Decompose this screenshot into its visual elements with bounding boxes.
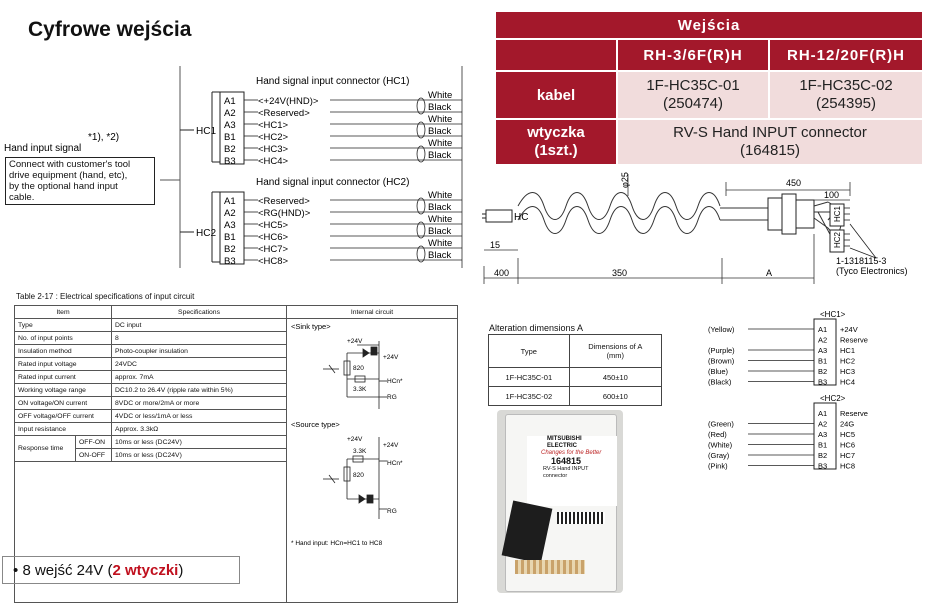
dim-400: 400	[494, 268, 510, 278]
spec-item: Rated input current	[15, 371, 112, 384]
hc2-pin: A2	[224, 208, 236, 219]
hc1-wire-color: Black	[428, 102, 452, 113]
note-box: Connect with customer's tool drive equipment (hand, etc), by the optional hand input cable.	[5, 157, 155, 205]
sink-hcn: HCn*	[387, 378, 403, 385]
resp-label: Response time	[15, 436, 76, 462]
spec-value: 4VDC or less/1mA or less	[112, 410, 287, 423]
hc1-wire-color: Black	[428, 150, 452, 161]
spec-value: approx. 7mA	[112, 371, 287, 384]
pinout-color: (Yellow)	[708, 325, 735, 334]
bullet-highlight: 2 wtyczki	[112, 562, 179, 579]
hc2-signal: <HC8>	[258, 256, 289, 267]
pinout-pin: B3	[818, 461, 828, 471]
internal-circuit	[287, 319, 458, 603]
spec-item: OFF voltage/OFF current	[15, 410, 112, 423]
spec-value: Photo-coupler insulation	[112, 345, 287, 358]
barcode	[557, 512, 605, 524]
pinout-signal: 24G	[840, 419, 855, 429]
pinout-diagram	[700, 305, 928, 475]
spec-item: Input resistance	[15, 423, 112, 436]
hc2-wire-color: Black	[428, 226, 452, 237]
alt-col-dim: Dimensions of A (mm)	[569, 335, 661, 368]
alt-dim: 600±10	[569, 387, 661, 406]
spec-item: No. of input points	[15, 332, 112, 345]
pinout-color: (White)	[708, 440, 733, 450]
hc1-pin: A2	[224, 108, 236, 119]
hc2-pin: B1	[224, 232, 236, 243]
dim-350: 350	[612, 268, 628, 278]
pinout-color: (Black)	[708, 377, 732, 387]
spec-value: 24VDC	[112, 358, 287, 371]
alt-col-type: Type	[489, 335, 570, 368]
hc1-signal: <Reserved>	[258, 108, 310, 119]
pinout-hc2-tag: <HC2>	[820, 394, 846, 403]
table-header: Wejścia	[495, 11, 923, 39]
pinout-signal: HC8	[840, 461, 856, 471]
bullet-dot: •	[13, 562, 19, 579]
pinout-pin: A2	[818, 335, 828, 345]
hc1-pin: A3	[224, 120, 236, 131]
hc1-signal: <HC3>	[258, 144, 289, 155]
resp-value: 10ms or less (DC24V)	[112, 449, 287, 462]
hc-plug-label: HC	[514, 212, 529, 223]
slogan: Changes for the Better	[541, 450, 602, 456]
spec-item: Insulation method	[15, 345, 112, 358]
hc2-pin: B2	[224, 244, 236, 255]
spec-value: DC input	[112, 319, 287, 332]
pinout-signal: HC3	[840, 367, 856, 376]
brand-logo: MITSUBISHI ELECTRIC	[547, 436, 582, 449]
pinout-signal: +24V	[840, 325, 858, 334]
row-wtyczka-label: wtyczka (1szt.)	[495, 119, 617, 165]
package-photo	[497, 410, 623, 593]
alteration-caption: Alteration dimensions A	[489, 323, 584, 333]
sink-24v: +24V	[383, 354, 399, 361]
spec-caption: Table 2-17 : Electrical specifications of input circuit	[16, 292, 195, 301]
table-corner	[495, 39, 617, 71]
pinout-signal: HC6	[840, 440, 856, 450]
hc2-signal: <Reserved>	[258, 196, 310, 207]
hc2-wire-color: White	[428, 190, 453, 201]
hc2-conn-tag: HC2	[833, 231, 842, 248]
pinout-pin: A1	[818, 325, 828, 334]
hc2-signal: <RG(HND)>	[258, 208, 311, 219]
spec-col-spec: Specifications	[112, 306, 287, 319]
spec-item: Type	[15, 319, 112, 332]
source-rg: RG	[387, 508, 397, 515]
alt-dim: 450±10	[569, 368, 661, 387]
spec-value: DC10.2 to 26.4V (ripple rate within 5%)	[112, 384, 287, 397]
pinout-signal: Reserve	[840, 335, 868, 345]
spec-value: 8	[112, 332, 287, 345]
spec-value: 8VDC or more/2mA or more	[112, 397, 287, 410]
pinout-pin: A2	[818, 419, 828, 429]
source-24v-top: +24V	[347, 436, 363, 443]
circuit-diagram	[287, 319, 457, 551]
package-label	[527, 436, 617, 506]
hc2-wire-color: White	[428, 214, 453, 225]
hc1-wire-color: White	[428, 138, 453, 149]
hc1-signal: <+24V(HND)>	[258, 96, 319, 107]
source-r33k: 3.3K	[353, 448, 367, 455]
sink-rg: RG	[387, 394, 397, 401]
pinout-signal: HC1	[840, 346, 856, 355]
pinout-color: (Gray)	[708, 451, 730, 460]
spec-col-circuit: Internal circuit	[287, 306, 458, 319]
hc2-wire-color: Black	[428, 250, 452, 261]
pinout-pin: A1	[818, 409, 828, 418]
pinout-pin: B1	[818, 356, 828, 366]
kabel-rh12: 1F-HC35C-02 (254395)	[769, 71, 923, 119]
bullet-suffix: )	[178, 562, 184, 579]
hc2-wire-color: White	[428, 238, 453, 249]
summary-bullet	[2, 556, 240, 584]
cable-drawing	[478, 168, 928, 290]
alteration-table	[488, 334, 662, 406]
col-rh12: RH-12/20F(R)H	[769, 39, 923, 71]
pinout-signal: Reserve	[840, 409, 868, 418]
alt-type: 1F-HC35C-02	[489, 387, 570, 406]
hc1-conn-tag: HC1	[833, 205, 842, 222]
source-24v: +24V	[383, 442, 399, 449]
dim-15: 15	[490, 240, 501, 250]
alt-type: 1F-HC35C-01	[489, 368, 570, 387]
resp-value: 10ms or less (DC24V)	[112, 436, 287, 449]
pinout-pin: B2	[818, 367, 828, 376]
source-label: <Source type>	[291, 420, 340, 429]
pinout-pin: B3	[818, 377, 828, 387]
inputs-table	[494, 10, 924, 166]
hc2-pin: B3	[224, 256, 236, 267]
pinout-pin: A3	[818, 430, 828, 439]
pinout-signal: HC4	[840, 377, 856, 387]
hc1-label: HC1	[196, 126, 217, 137]
hc1-pin: B1	[224, 132, 236, 143]
spec-value: Approx. 3.3kΩ	[112, 423, 287, 436]
hc2-label: HC2	[196, 228, 217, 239]
page-title: Cyfrowe wejścia	[28, 18, 192, 41]
hc1-wire-color: White	[428, 90, 453, 101]
spec-item: Rated input voltage	[15, 358, 112, 371]
hc1-wire-color: Black	[428, 126, 452, 137]
hc1-wire-color: White	[428, 114, 453, 125]
hc1-signal: <HC1>	[258, 120, 289, 131]
hc1-signal: <HC4>	[258, 156, 289, 167]
note-ref: *1), *2)	[88, 132, 120, 143]
spec-col-item: Item	[15, 306, 112, 319]
hc2-title: Hand signal input connector (HC2)	[256, 177, 410, 188]
col-rh3: RH-3/6F(R)H	[617, 39, 769, 71]
pinout-signal: HC2	[840, 356, 856, 366]
source-hcn: HCn*	[387, 460, 403, 467]
pinout-signal: HC7	[840, 451, 856, 460]
hc2-pin: A1	[224, 196, 236, 207]
resp-type: OFF-ON	[76, 436, 112, 449]
pinout-pin: B1	[818, 440, 828, 450]
pinout-color: (Red)	[708, 430, 727, 439]
hand-input-label: Hand input signal	[4, 143, 82, 154]
pins-photo	[515, 560, 585, 574]
hc2-signal: <HC5>	[258, 220, 289, 231]
hc1-pin: A1	[224, 96, 236, 107]
pinout-pin: A3	[818, 346, 828, 355]
resp-type: ON-OFF	[76, 449, 112, 462]
wtyczka-value: RV-S Hand INPUT connector (164815)	[617, 119, 923, 165]
source-r820: 820	[353, 472, 364, 479]
pinout-hc1-tag: <HC1>	[820, 310, 846, 319]
dim-100: 100	[824, 190, 840, 200]
part-maker: (Tyco Electronics)	[836, 266, 908, 276]
dim-a: A	[766, 268, 773, 278]
dim-diameter: φ25	[620, 172, 630, 188]
pinout-color: (Pink)	[708, 461, 728, 471]
hc1-title: Hand signal input connector (HC1)	[256, 76, 410, 87]
spec-item: Working voltage range	[15, 384, 112, 397]
hc1-pin: B2	[224, 144, 236, 155]
pinout-color: (Blue)	[708, 367, 729, 376]
pinout-color: (Purple)	[708, 346, 735, 355]
pinout-signal: HC5	[840, 430, 856, 439]
hc2-signal: <HC6>	[258, 232, 289, 243]
package-desc: RV-S Hand INPUT connector	[543, 466, 589, 479]
sink-label: <Sink type>	[291, 322, 331, 331]
hc2-wire-color: Black	[428, 202, 452, 213]
bullet-prefix: 8 wejść 24V (	[22, 562, 113, 579]
pinout-pin: B2	[818, 451, 828, 460]
circuit-footnote: * Hand input: HCn=HC1 to HC8	[291, 540, 383, 547]
row-kabel-label: kabel	[495, 71, 617, 119]
sink-r820: 820	[353, 365, 364, 372]
hc2-signal: <HC7>	[258, 244, 289, 255]
kabel-rh3: 1F-HC35C-01 (250474)	[617, 71, 769, 119]
part-number: 1-1318115-3	[836, 256, 887, 266]
hc1-pin: B3	[224, 156, 236, 167]
pinout-color: (Brown)	[708, 356, 735, 366]
spec-item: ON voltage/ON current	[15, 397, 112, 410]
hc2-pin: A3	[224, 220, 236, 231]
hc1-signal: <HC2>	[258, 132, 289, 143]
pinout-color: (Green)	[708, 419, 734, 429]
sink-r33k: 3.3K	[353, 386, 367, 393]
package-part: 164815	[551, 456, 582, 466]
sink-24v-top: +24V	[347, 338, 363, 345]
dim-450: 450	[786, 178, 802, 188]
